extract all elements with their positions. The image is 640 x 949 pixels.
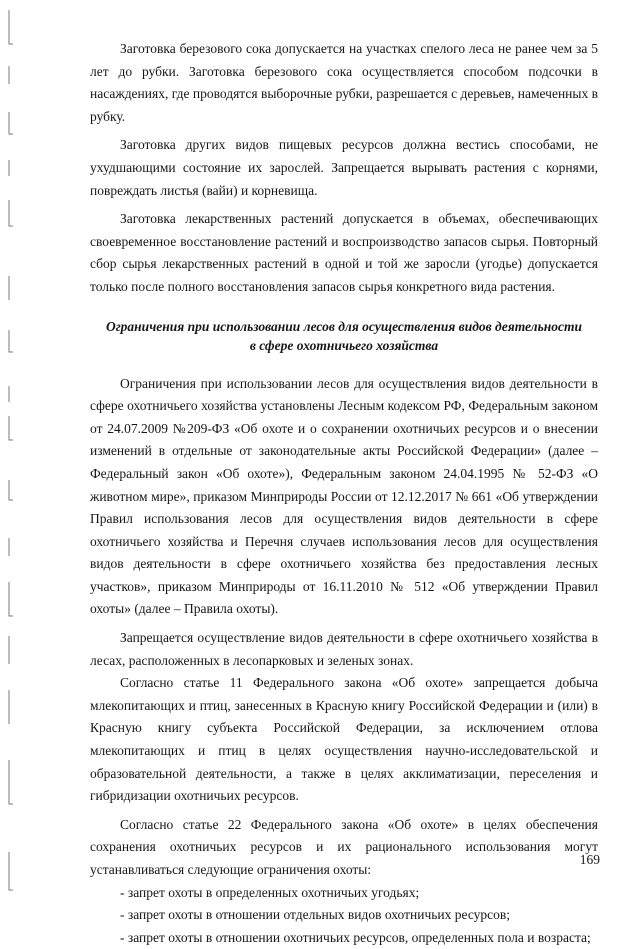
restrictions-list bbox=[90, 882, 598, 949]
scan-binding-marks bbox=[0, 0, 30, 905]
paragraph-food-resources: Заготовка других видов пищевых ресурсов должна вестись способами, не ухудшающими состояние их зарослей. Запрещается вырывать растения с корнями, повреждать листья (вайи) и корневища. bbox=[90, 137, 598, 198]
page-number: 169 bbox=[579, 852, 600, 867]
paragraph-medicinal-plants: Заготовка лекарственных растений допускается в объемах, обеспечивающих своевременное восстановление растений и воспроизводство запасов сырья. Повторный сбор сырья лекарственных растений в одной и той же заросли (угодье) допускается только после полного восстановления запасов сырья конкретного вида растения. bbox=[90, 211, 598, 294]
paragraph-birch-sap: Заготовка березового сока допускается на участках спелого леса не ранее чем за 5 лет до рубки. Заготовка березового сока осуществляется способом подсочки в насаждениях, где проводятся выборочные рубки, разрешается с деревьев, намеченных в рубку. bbox=[90, 41, 598, 124]
list-item: - запрет охоты в определенных охотничьих угодьях; bbox=[120, 884, 420, 900]
paragraph-article-11: Согласно статье 11 Федерального закона «Об охоте» запрещается добыча млекопитающих и птиц, занесенных в Красную книгу Российской Федерации и (или) в Красную книгу субъекта Российской Федерации, за исключением отлова млекопитающих и птиц в целях осуществления научно-исследовательской и образовательной деятельности, а также в целях акклиматизации, переселения и гибридизации охотничьих ресурсов. bbox=[90, 675, 598, 804]
paragraph-article-22: Согласно статье 22 Федерального закона «Об охоте» в целях обеспечения сохранения охотничьих ресурсов и их рационального использования могут устанавливаться следующие ограничения охоты: bbox=[90, 816, 598, 877]
list-item: - запрет охоты в отношении охотничьих ресурсов, определенных пола и возраста; bbox=[120, 929, 591, 945]
section-heading bbox=[90, 317, 598, 355]
paragraph-green-zones: Запрещается осуществление видов деятельности в сфере охотничьего хозяйства в лесах, расположенных в лесопарковых и зеленых зонах. bbox=[90, 630, 598, 668]
list-item: - запрет охоты в отношении отдельных видов охотничьих ресурсов; bbox=[120, 907, 511, 923]
section-heading-line-1: Ограничения при использовании лесов для осуществления видов деятельности bbox=[105, 318, 583, 334]
paragraph-legal-basis: Ограничения при использовании лесов для осуществления видов деятельности в сфере охотничьего хозяйства установлены Лесным кодексом РФ, Федеральным законом от 24.07.2009 №209-ФЗ «Об охоте и о сохранении охотничьих ресурсов и о внесении изменений в отдельные от законодательные акты Российской Федерации» (далее – Федеральный закон «Об охоте»), Федеральным законом 24.04.1995 № 52-ФЗ «О животном мире», приказом Минприроды России от 12.12.2017 № 661 «Об утверждении Правил использования лесов для осуществления видов деятельности в сфере охотничьего хозяйства и Перечня случаев использования лесов для осуществления видов деятельности в сфере охотничьего хозяйства без предоставления лесных участков», приказом Минприроды от 16.11.2010 № 512 «Об утверждении Правил охоты» (далее – Правила охоты). bbox=[90, 375, 598, 617]
document-body bbox=[90, 38, 598, 949]
section-heading-line-2: в сфере охотничьего хозяйства bbox=[249, 337, 439, 353]
